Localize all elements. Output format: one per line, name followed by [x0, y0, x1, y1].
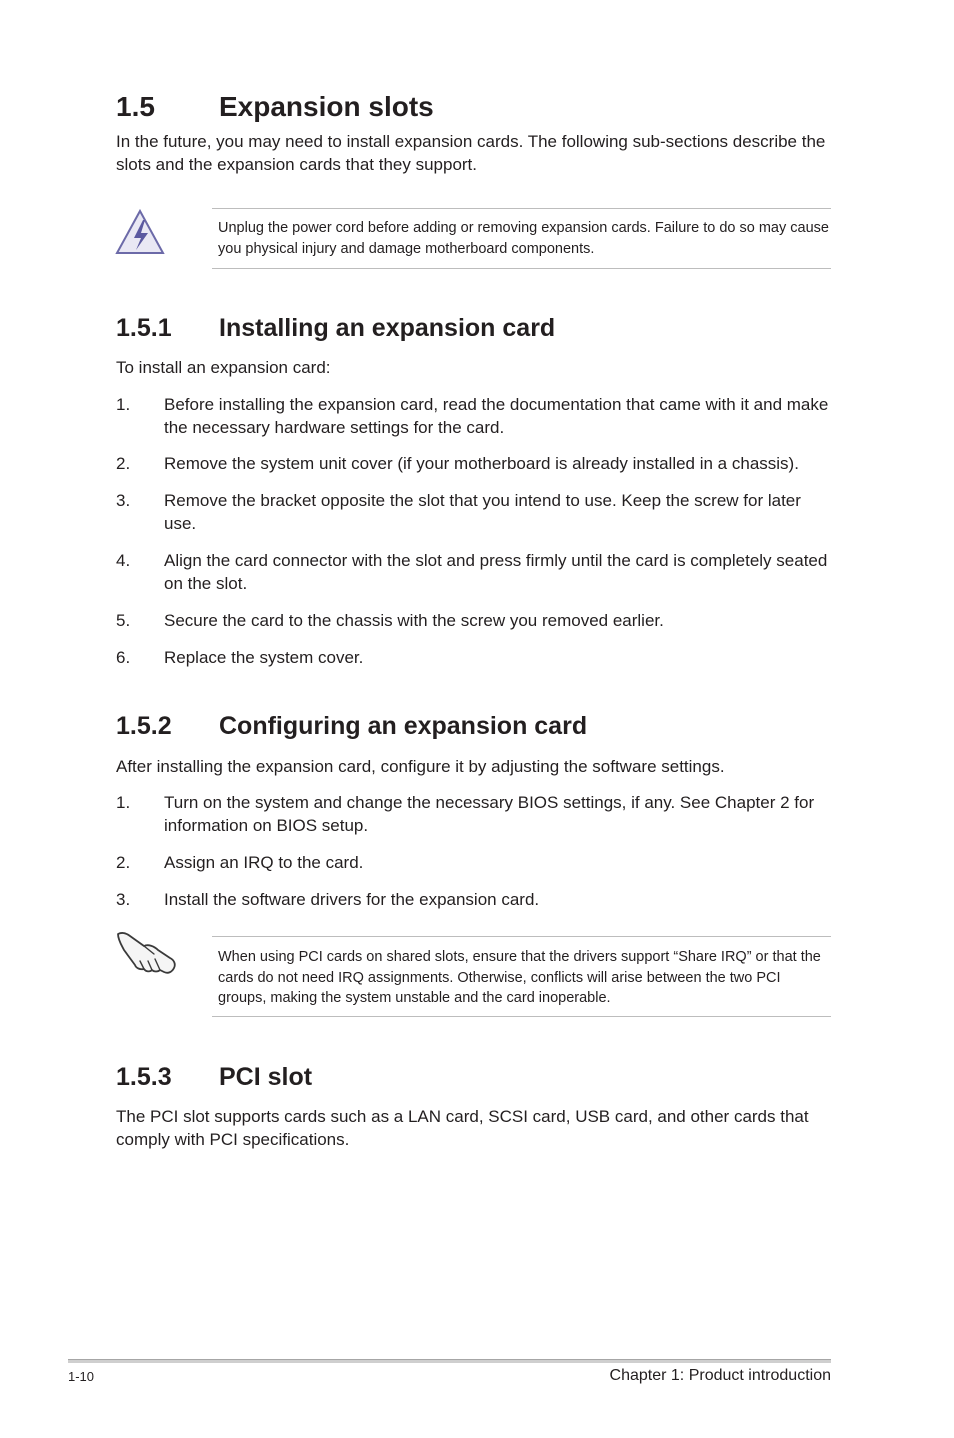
section-title: Expansion slots — [219, 91, 434, 122]
list-item-number: 3. — [116, 890, 131, 909]
list-item — [116, 851, 836, 874]
list-item-number: 2. — [116, 454, 131, 473]
subsection-2-number: 1.5.2 — [116, 712, 172, 740]
list-item — [116, 549, 836, 595]
list-item — [116, 489, 836, 535]
list-item-number: 1. — [116, 395, 131, 414]
list-item-text: Secure the card to the chassis with the screw you removed earlier. — [164, 611, 664, 630]
list-item-text: Assign an IRQ to the card. — [164, 853, 364, 872]
subsection-1-number: 1.5.1 — [116, 314, 172, 342]
section-number: 1.5 — [116, 91, 155, 122]
list-item — [116, 452, 836, 475]
list-item-number: 5. — [116, 611, 131, 630]
footer-divider — [68, 1359, 831, 1363]
list-item-text: Remove the bracket opposite the slot that you intend to use. Keep the screw for later use. — [164, 491, 801, 533]
warning-note — [212, 208, 831, 269]
list-item-text: Align the card connector with the slot and press firmly until the card is completely seated on the slot. — [164, 551, 828, 593]
list-item-text: Before installing the expansion card, read the documentation that came with it and make the necessary hardware settings for the card. — [164, 395, 829, 437]
subsection-2-title: Configuring an expansion card — [219, 712, 588, 740]
subsection-3-number: 1.5.3 — [116, 1063, 172, 1091]
subsection-3-title: PCI slot — [219, 1063, 313, 1091]
chapter-title: Chapter 1: Product introduction — [609, 1367, 831, 1384]
section-intro: In the future, you may need to install expansion cards. The following sub-sections describe the slots and the expansion cards that they support. — [116, 132, 826, 174]
list-item — [116, 609, 836, 632]
subsection-1-heading — [116, 313, 555, 343]
list-item — [116, 393, 836, 439]
pointing-hand-icon — [114, 928, 180, 978]
subsection-3-heading — [116, 1062, 312, 1092]
list-item-number: 6. — [116, 648, 131, 667]
list-item-number: 2. — [116, 853, 131, 872]
subsection-1-title: Installing an expansion card — [219, 314, 556, 342]
list-item-text: Install the software drivers for the expansion card. — [164, 890, 540, 909]
hand-note — [212, 936, 831, 1017]
hand-note-text: When using PCI cards on shared slots, ensure that the drivers support “Share IRQ” or that the cards do not need IRQ assignments. Otherwise, conflicts will arise between the two PCI groups, making the system unstable and the card inoperable. — [218, 949, 821, 1006]
warning-note-text: Unplug the power cord before adding or removing expansion cards. Failure to do so may cause you physical injury and damage motherboard components. — [218, 220, 829, 257]
list-item-number: 4. — [116, 551, 131, 570]
list-item-text: Remove the system unit cover (if your motherboard is already installed in a chassis). — [164, 454, 799, 473]
subsection-2-intro: After installing the expansion card, configure it by adjusting the software settings. — [116, 757, 725, 776]
subsection-1-intro: To install an expansion card: — [116, 358, 331, 377]
list-item-number: 3. — [116, 491, 131, 510]
list-item — [116, 791, 836, 837]
subsection-2-heading — [116, 711, 587, 741]
list-item-number: 1. — [116, 793, 131, 812]
section-heading — [116, 89, 434, 125]
list-item-text: Turn on the system and change the necessary BIOS settings, if any. See Chapter 2 for information on BIOS setup. — [164, 793, 815, 835]
subsection-3-text: The PCI slot supports cards such as a LAN card, SCSI card, USB card, and other cards that comply with PCI specifications. — [116, 1107, 809, 1149]
list-item — [116, 888, 836, 911]
list-item-text: Replace the system cover. — [164, 648, 364, 667]
list-item — [116, 646, 836, 669]
page-number: 1-10 — [68, 1369, 95, 1384]
warning-lightning-icon — [114, 208, 166, 256]
